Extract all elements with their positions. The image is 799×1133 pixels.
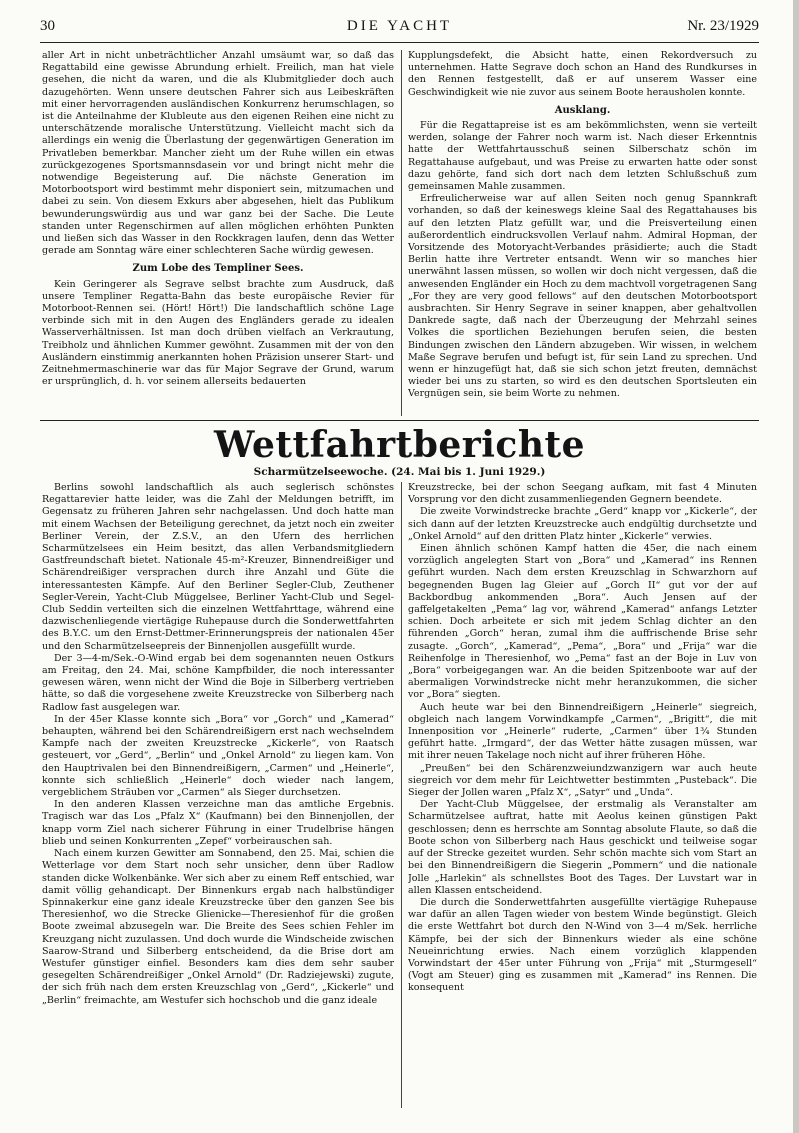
article-subtitle: Scharmützelseewoche. (24. Mai bis 1. Juni 1929.) — [253, 466, 546, 478]
paragraph: Erfreulicherweise war auf allen Seiten noch genug Spannkraft vorhanden, so daß der keineswegs kleine Saal des Regattahauses bis auf den letzten Platz gefüllt war, und die Preisverteilung einen außerordentlich eindrucksvollen Verlauf nahm. Admiral Hopman, der Vorsitzende des Motoryacht-Verbandes präsidierte; auch die Stadt Berlin hatte ihre Vertreter entsandt. Wenn wir so manches hier unerwähnt lassen müssen, so wollen wir doch nicht vergessen, daß die anwesenden Engländer ein Hoch zu dem machtvoll vorgetragenen Sang „For they are very good fellows“ auf den deutschen Motorbootsport ausbrachten. Sir Henry Segrave in seiner knappen, aber gehaltvollen Dankrede sagte, daß nach der Überzeugung der Mehrzahl seines Volkes die sportlichen Beziehungen berufen seien, die besten Bindungen zwischen den Ländern abzugeben. Wir wissen, in welchem Maße Segrave berufen und befugt ist, für sein Land zu sprechen. Und wenn er hinzugefügt hat, daß sie sich schon jetzt freuten, demnächst wieder bei uns zu starten, so wird es den deutschen Sportsleuten ein Vergnügen sein, sie beim Worte zu nehmen. — [408, 193, 757, 400]
paragraph: Einen ähnlich schönen Kampf hatten die 45er, die nach einem vorzüglich angelegten Start von „Bora“ und „Kamerad“ ins Rennen geführt wurden. Nach dem ersten Kreuzschlag in Schwarzhorn auf begegnenden Bugen lag Gleier auf „Gorch II“ gut vor der auf Backbordbug ankommenden „Bora“. Auch Jensen auf der gaffelgetakelten „Pema“ lag vor, während „Kamerad“ anfangs Letzter schien. Doch arbeitete er sich mit jedem Schlag dichter an den führenden „Gorch“ heran, zumal ihm die auffrischende Brise sehr zusagte. „Gorch“, „Kamerad“, „Pema“, „Bora“ und „Frija“ war die Reihenfolge in Theresienhof, wo „Pema“ fast an der Boje in Luv von „Bora“ vorbeigegangen war. An die beiden Spitzenboote war auf der abermaligen Vorwindstrecke nicht mehr heranzukommen, die sicher vor „Bora“ siegten. — [408, 543, 757, 701]
journal-title: DIE YACHT — [346, 18, 453, 34]
paragraph: Nach einem kurzen Gewitter am Sonnabend, den 25. Mai, schien die Wetterlage vor dem Start noch sehr unsicher, denn über Radlow standen dicke Wolkenbänke. Wer sich aber zu einem Reff entschied, war damit völlig gehandicapt. Der Binnenkurs ergab nach halbstündiger Spinnakerkur eine ganz ideale Kreuzstrecke über den ganzen See bis Theresienhof, wo die Strecke Glienicke—Theresienhof für die großen Boote zweimal abzusegeln war. Die Breite des Sees schien Fehler im Kreuzgang nicht zuzulassen. Und doch wurde die Windscheide zwischen Saarow-Strand und Silberberg entscheidend, da die Brise dort am Westufer günstiger einfiel. Besonders kam dies dem sehr sauber gesegelten Schärendreißiger „Onkel Arnold“ (Dr. Radziejewski) zugute, der sich früh nach dem ersten Kreuzschlag von „Gerd“, „Kickerle“ und „Berlin“ freimachte, am Westufer sich hochschob und die ganz ideale — [42, 848, 394, 1006]
page-header — [40, 18, 759, 42]
paragraph: Die durch die Sonderwettfahrten ausgefüllte viertägige Ruhepause war dafür an allen Tagen wieder von bestem Winde begünstigt. Gleich die erste Wettfahrt bot durch den N-Wind von 3—4 m/Sek. herrliche Kämpfe, bei der sich der Binnenkurs wieder als eine schöne Neueinrichtung erwies. Nach einem vorzüglich klappenden Vorwindstart der 45er unter Führung von „Frija“ mit „Sturmgesell“ (Vogt am Steuer) ging es zusammen mit „Kamerad“ ins Rennen. Die konsequent — [408, 896, 757, 994]
paragraph: Der 3—4-m/Sek.-O-Wind ergab bei dem sogenannten neuen Ostkurs am Freitag, den 24. Mai, schöne Kampfbilder, die noch interessanter gewesen wären, wenn nicht der Wind die Boje in Silberberg vertrieben hätte, so daß die vorgesehene zweite Kreuzstrecke von Silberberg nach Radlow fast ausgelegen war. — [42, 652, 394, 713]
issue-number: Nr. 23/1929 — [687, 18, 759, 34]
section-heading: Zum Lobe des Templiner Sees. — [132, 263, 304, 275]
paragraph: Kupplungsdefekt, die Absicht hatte, einen Rekordversuch zu unternehmen. Hatte Segrave doch schon an Hand des Rundkurses in den Rennen festgestellt, daß er auf unserem Wasser eine Geschwindigkeit wie nie zuvor aus seinem Boote herausholen konnte. — [408, 50, 757, 98]
column-divider — [401, 50, 402, 416]
paragraph: Die zweite Vorwindstrecke brachte „Gerd“ knapp vor „Kickerle“, der sich dann auf der letzten Kreuzstrecke auch endgültig durchsetzte und „Onkel Arnold“ auf den dritten Platz hinter „Kickerle“ verwies. — [408, 506, 757, 542]
paragraph: „Preußen“ bei den Schärenzweiundzwanzigern war auch heute siegreich vor dem mehr für Leichtwetter bestimmten „Pusteback“. Die Sieger der Jollen waren „Pfalz X“, „Satyr“ und „Unda“. — [408, 762, 757, 799]
paragraph: In den anderen Klassen verzeichne man das amtliche Ergebnis. Tragisch war das Los „Pfalz X“ (Kaufmann) bei den Binnenjollen, der knapp vorm Ziel nach sicherer Führung in einer Trudelbrise hängen blieb und seinen Konkurrenten „Zepef“ vorbeirauschen sah. — [42, 799, 394, 847]
bottom-right-column — [408, 482, 757, 1110]
paragraph: Kein Geringerer als Segrave selbst brachte zum Ausdruck, daß unsere Templiner Regatta-Bahn das beste europäische Revier für Motorboot-Rennen sei. (Hört! Hört!) Die landschaftlich schöne Lage verbinde sich mit in den Augen des Engländers gerade zu idealen Wasserverhältnissen. Ist man doch drüben vielfach an Verkrautung, Treibholz und ähnlichen Kummer gewöhnt. Zusammen mit der von den Ausländern einstimmig anerkannten hohen Präzision unserer Start- und Zeitnehmermaschinerie war das für Major Segrave der Grund, warum er ursprünglich, d. h. vor seinem allerseits bedauerten — [42, 278, 394, 388]
paragraph: Für die Regattapreise ist es am bekömmlichsten, wenn sie verteilt werden, solange der Fahrer noch warm ist. Nach dieser Erkenntnis hatte der Wettfahrtausschuß seinen Silberschatz schön im Regattahause aufgebaut, und was Preise zu erwarten hatte oder sonst dazu gehörte, fand sich dort nach dem letzten Schlußschuß zum gemeinsamen Mahle zusammen. — [408, 120, 757, 193]
column-divider — [401, 482, 402, 1108]
paragraph: Auch heute war bei den Binnendreißigern „Heinerle“ siegreich, obgleich nach langem Vorwindkampfe „Carmen“, „Brigitt“, die mit Innenposition vor „Heinerle“ ruderte, „Carmen“ über 1¾ Stunden geführt hatte. „Irmgard“, der das Wetter hätte zusagen müssen, war mit ihrer neuen Takelage noch nicht auf ihrer früheren Höhe. — [408, 701, 757, 762]
section-rule — [40, 420, 759, 421]
top-right-column — [408, 50, 757, 418]
article-title: Wettfahrtberichte — [213, 424, 586, 466]
paragraph: In der 45er Klasse konnte sich „Bora“ vor „Gorch“ und „Kamerad“ behaupten, während bei den Schärendreißigern erst nach wechselndem Kampfe nach der zweiten Kreuzstrecke „Kickerle“, von Raatsch gesteuert, vor „Gerd“, „Berlin“ und „Onkel Arnold“ zu liegen kam. Von den Hauptrivalen bei den Binnendreißigern, „Carmen“ und „Heinerle“, konnte sich schließlich „Heinerle“ doch wieder nach langem, vergeblichem Sträuben vor „Carmen“ als Sieger durchsetzen. — [42, 713, 394, 799]
bottom-left-column — [42, 482, 394, 1110]
paragraph: Der Yacht-Club Müggelsee, der erstmalig als Veranstalter am Scharmützelsee auftrat, hatte mit Aeolus keinen günstigen Pakt geschlossen; denn es herrschte am Sonntag absolute Flaute, so daß die Boote schon von Silberberg nach Haus geschickt und teilweise sogar auf der Strecke gezeitet wurden. Sehr schön machte sich vom Start an bei den Binnendreißigern die Siegerin „Pommern“ und die nationale Jolle „Harlekin“ als schnellstes Boot des Tages. Der Luvstart war in allen Klassen entscheidend. — [408, 799, 757, 896]
paragraph: aller Art in nicht unbeträchtlicher Anzahl umsäumt war, so daß das Regattabild eine gewisse Abrundung erhielt. Freilich, man hat viele gesehen, die nicht da waren, und die als Klubmitglieder doch auch dazugehörten. Wenn unsere deutschen Fahrer sich aus Leibeskräften mit einer hervorragenden ausländischen Konkurrenz herumschlagen, so ist die Anteilnahme der Klubleute aus den eigenen Reihen eine nicht zu unterschätzende moralische Unterstützung. Vielleicht macht sich da allerdings ein wenig die Überlastung der gegenwärtigen Generation im Privatleben bemerkbar. Mancher zieht um der Ruhe willen ein etwas zurückgezogenes Sportsmannsdasein vor und bringt nicht mehr die notwendige Begeisterung auf. Die nächste Generation im Motorbootsport wird bestimmt mehr disponiert sein, mitzumachen und dabei zu sein. Von diesem Exkurs aber abgesehen, hielt das Publikum bewunderungswürdig aus und war ganz bei der Sache. Die Leute standen unter Regenschirmen auf allen möglichen erhöhten Punkten und ließen sich das Wasser in den Rockkragen laufen, denn das Wetter gerade am Sonntag wäre einer schlechteren Sache würdig gewesen. — [42, 50, 394, 257]
page-edge-shadow — [793, 0, 799, 1133]
section-heading: Ausklang. — [554, 104, 611, 116]
top-left-column — [42, 50, 394, 418]
header-rule — [40, 42, 759, 43]
paragraph: Kreuzstrecke, bei der schon Seegang aufkam, mit fast 4 Minuten Vorsprung vor den dicht zusammenliegenden Gegnern beendete. — [408, 482, 757, 506]
paragraph: Berlins sowohl landschaftlich als auch seglerisch schönstes Regattarevier hatte leider, was die Zahl der Meldungen betrifft, im Gegensatz zu früheren Jahren sehr nachgelassen. Und doch hatte man mit einem Wachsen der Beteiligung gerechnet, da jetzt noch ein zweiter Berliner Verein, der Z.S.V., an den Ufern des herrlichen Scharmützelsees ein Heim besitzt, das allen Verbandsmitgliedern Gastfreundschaft bietet. Nationale 45-m²-Kreuzer, Binnendreißiger und Schärendreißiger versprachen durch ihre Anzahl und Güte die interessantesten Kämpfe. Auf den Berliner Segler-Club, Zeuthener Segler-Verein, Yacht-Club Müggelsee, Berliner Yacht-Club und Segel-Club Seddin verteilten sich die einzelnen Wettfahrttage, während eine dazwischenliegende viertägige Ruhepause durch die Sonderwettfahrten des B.Y.C. um den Ernst-Dettmer-Erinnerungspreis der nationalen 45er und den Scharmützelseepreis der Binnenjollen ausgefüllt wurde. — [42, 482, 394, 652]
page-number: 30 — [40, 18, 55, 34]
